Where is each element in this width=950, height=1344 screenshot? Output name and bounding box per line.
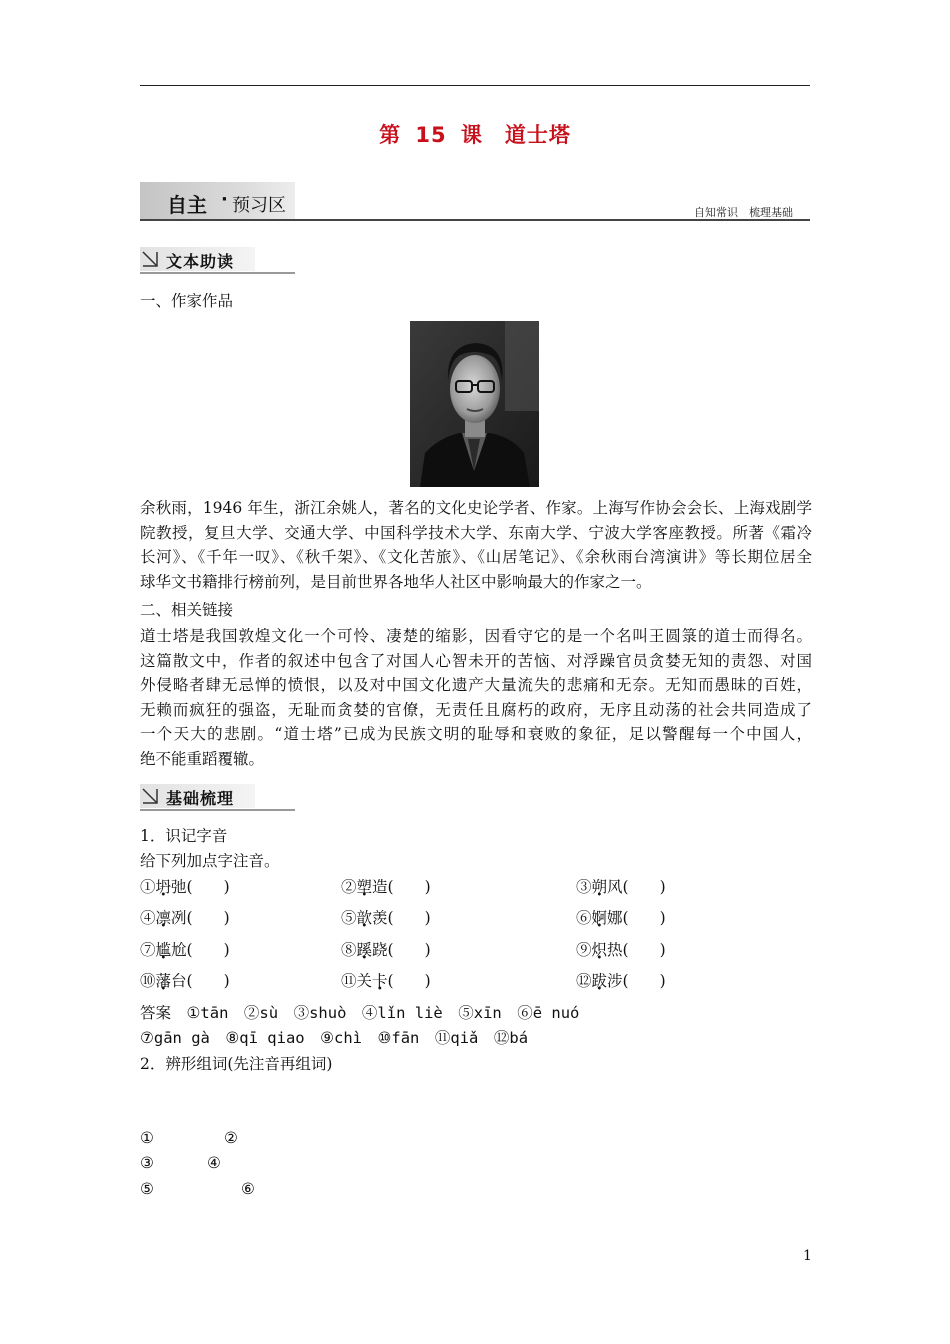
link-line: 外侵略者肆无忌惮的愤恨，以及对中国文化遗产大量流失的悲痛和无奈。无知而愚昧的百姓， (140, 676, 812, 694)
bio-line: 球华文书籍排行榜前列，是目前世界各地华人社区中影响最大的作家之一。 (140, 572, 652, 591)
answer-line-1 (140, 1000, 579, 1026)
pinyin-item: ⑦尴尬( ) (140, 941, 230, 959)
section-heading-basics (140, 784, 295, 810)
bio-line: 长河》、《千年一叹》、《秋千架》、《文化苦旅》、《山居笔记》、《余秋雨台湾演讲》等长期位居全 (140, 548, 812, 566)
bio-line: 院教授，复旦大学、交通大学、中国科学技术大学、东南大学、宁波大学客座教授。所著《霜冷 (140, 523, 812, 542)
pinyin-item: ②塑造( ) (341, 878, 431, 896)
pinyin-item: ⑤歆羡( ) (341, 909, 431, 927)
link-line: 这篇散文中，作者的叙述中包含了对国人心智未开的苦恼、对浮躁官员贪婪无知的责怨、对国 (140, 651, 812, 670)
blank-marker: ③ (140, 1154, 154, 1172)
blank-marker: ④ (207, 1154, 221, 1172)
lesson-title: 第 15 课 道士塔 (379, 123, 571, 147)
section-heading-label: 基础梳理 (166, 789, 235, 808)
question-1-instruction: 给下列加点字注音。 (140, 852, 280, 870)
section-heading-reading (140, 247, 295, 273)
pinyin-item: ③朔风( ) (576, 878, 666, 896)
pinyin-item: ⑧蹊跷( ) (341, 941, 431, 959)
blank-marker: ① (140, 1129, 154, 1147)
corner-triangle-icon (142, 251, 158, 267)
corner-triangle-icon (142, 788, 158, 804)
blank-marker: ⑤ (140, 1180, 154, 1198)
page-number: 1 (803, 1248, 812, 1264)
section-heading-label: 文本助读 (166, 252, 235, 271)
pinyin-item: ⑫跋涉( ) (576, 972, 666, 990)
subheading-related-links: 二、相关链接 (140, 601, 234, 619)
blank-marker: ② (224, 1129, 238, 1147)
pinyin-item: ①坍弛( ) (140, 878, 230, 896)
link-line: 道士塔是我国敦煌文化一个可怜、凄楚的缩影，因看守它的是一个名叫王圆箓的道士而得名。 (140, 627, 812, 645)
answer-label: 答案 (140, 1004, 172, 1022)
blank-marker: ⑥ (241, 1180, 255, 1198)
pinyin-item: ⑪关卡( ) (341, 972, 431, 990)
section-heading-rule (140, 809, 295, 811)
link-line: 绝不能重蹈覆辙。 (140, 749, 265, 768)
author-bio-paragraph (140, 496, 812, 594)
pinyin-item: ⑨炽热( ) (576, 941, 666, 959)
banner-subtitle: 预习区 (232, 195, 286, 216)
pinyin-item: ⑩藩台( ) (140, 972, 230, 990)
banner-right-caption: 自知常识 梳理基础 (694, 206, 793, 219)
related-links-paragraph (140, 624, 812, 771)
banner-dot: · (221, 189, 228, 210)
subheading-author-works: 一、作家作品 (140, 292, 234, 310)
header-rule (140, 85, 810, 86)
link-line: 一个天大的悲剧。“道士塔”已成为民族文明的耻辱和衰败的象征，足以警醒每一个中国人， (140, 725, 812, 743)
question-2-title: 2．辨形组词(先注音再组词) (140, 1055, 333, 1073)
bio-line: 余秋雨，1946 年生，浙江余姚人，著名的文化史论学者、作家。上海写作协会会长、上海戏剧学 (140, 499, 812, 517)
section-heading-rule (140, 272, 295, 274)
answer-text: ①tān ②sù ③shuò ④lǐn liè ⑤xīn ⑥ē nuó (186, 1004, 580, 1022)
answer-line-2: ⑦gān gà ⑧qī qiao ⑨chì ⑩fān ⑪qiǎ ⑫bá (140, 1029, 529, 1047)
banner-title: 自主 (167, 193, 207, 217)
question-1-title: 1．识记字音 (140, 827, 228, 845)
link-line: 无赖而疯狂的强盗，无耻而贪婪的官僚，无责任且腐朽的政府，无序且动荡的社会共同造成了 (140, 700, 812, 719)
pinyin-item: ⑥婀娜( ) (576, 909, 666, 927)
author-portrait-photo (410, 321, 539, 487)
pinyin-item: ④凛冽( ) (140, 909, 230, 927)
